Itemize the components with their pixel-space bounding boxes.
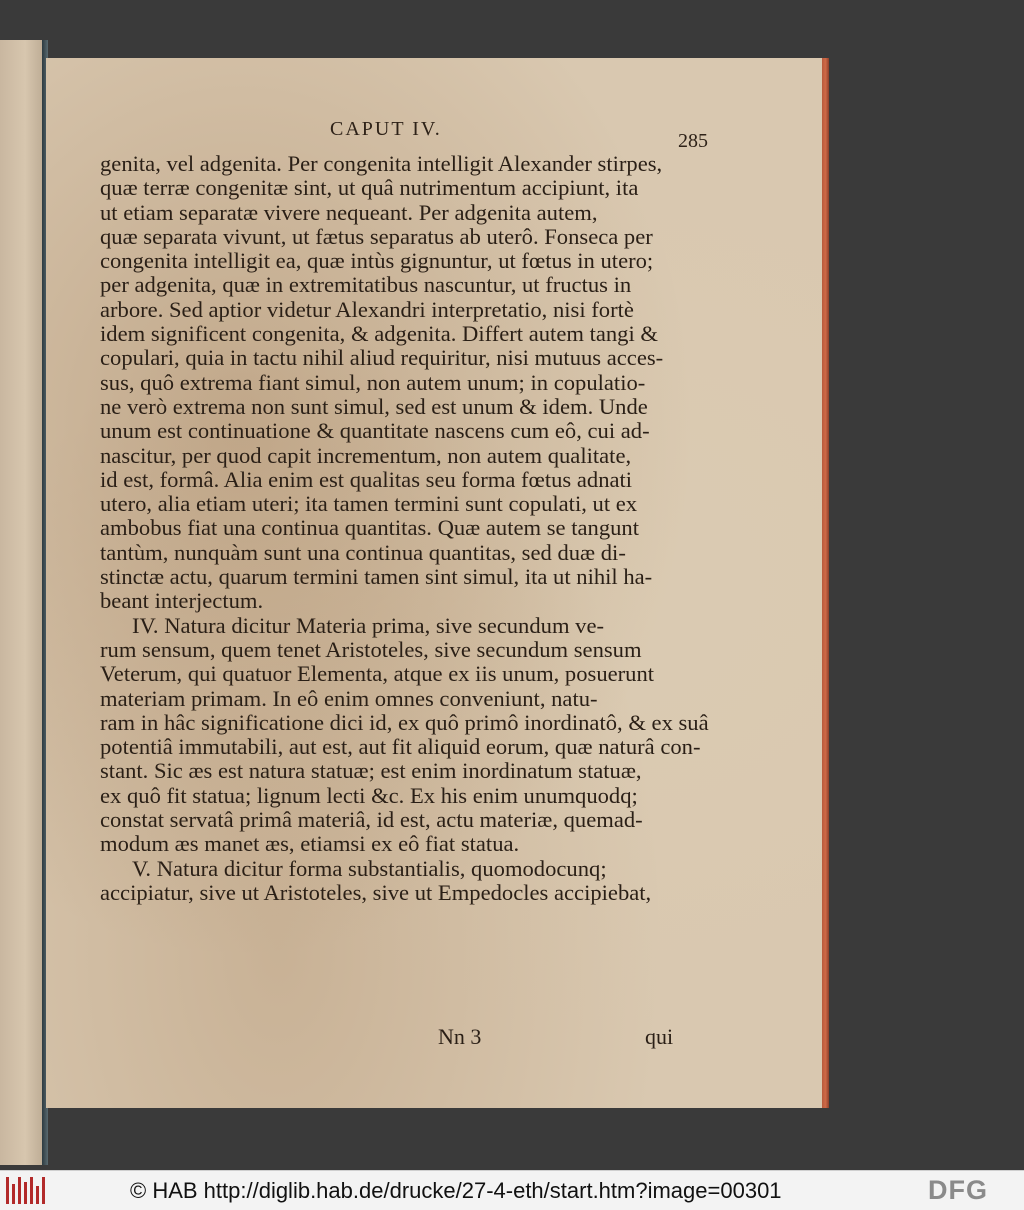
copyright-link[interactable]: © HAB http://diglib.hab.de/drucke/27-4-eth/start.htm?image=00301 [130, 1178, 782, 1203]
text-line: ambobus fiat una continua quantitas. Quæ autem se tangunt [100, 515, 639, 541]
viewer-footer-bar [0, 1170, 1024, 1210]
text-line: stinctæ actu, quarum termini tamen sint simul, ita ut nihil ha- [100, 564, 653, 590]
text-line: quæ terræ congenitæ sint, ut quâ nutrimentum accipiunt, ita [100, 175, 639, 201]
text-line: congenita intelligit ea, quæ intùs gignuntur, ut fœtus in utero; [100, 248, 654, 274]
text-line: idem significent congenita, & adgenita. Differt autem tangi & [100, 321, 658, 347]
text-line: beant interjectum. [100, 588, 264, 614]
text-line: V. Natura dicitur forma substantialis, quomodocunq; [132, 855, 607, 881]
text-line: ram in hâc significatione dici id, ex quô primô inordinatô, & ex suâ [100, 709, 709, 735]
text-line: sus, quô extrema fiant simul, non autem unum; in copulatio- [100, 369, 646, 395]
page-header [330, 118, 708, 152]
text-line: per adgenita, quæ in extremitatibus nascuntur, ut fructus in [100, 272, 632, 298]
text-line: stant. Sic æs est natura statuæ; est enim inordinatum statuæ, [100, 758, 642, 784]
text-line: IV. Natura dicitur Materia prima, sive secundum ve- [132, 612, 605, 638]
text-line: rum sensum, quem tenet Aristoteles, sive secundum sensum [100, 636, 642, 662]
text-line: copulari, quia in tactu nihil aliud requiritur, nisi mutuus acces- [100, 345, 664, 371]
text-line: utero, alia etiam uteri; ita tamen termini sunt copulati, ut ex [100, 491, 638, 517]
hab-barcode-icon[interactable] [6, 1177, 50, 1204]
text-line: genita, vel adgenita. Per congenita intelligit Alexander stirpes, [100, 151, 663, 176]
text-line: id est, formâ. Alia enim est qualitas seu forma fœtus adnati [100, 466, 633, 492]
page-red-edge [822, 58, 829, 1108]
body-text [100, 151, 709, 905]
text-line: materiam primam. In eô enim omnes conveniunt, natu- [100, 685, 598, 711]
text-line: constat servatâ primâ materiâ, id est, actu materiæ, quemad- [100, 807, 643, 833]
text-line: ut etiam separatæ vivere nequeant. Per adgenita autem, [100, 199, 598, 225]
signature-mark: Nn 3 [438, 1024, 482, 1049]
previous-page-edge [0, 40, 42, 1165]
text-line: quæ separata vivunt, ut fætus separatus ab uterô. Fonseca per [100, 223, 653, 249]
dfg-logo[interactable]: DFG [928, 1175, 988, 1205]
text-line: accipiatur, sive ut Aristoteles, sive ut Empedocles accipiebat, [100, 879, 652, 905]
text-line: nascitur, per quod capit incrementum, non autem qualitate, [100, 442, 632, 468]
running-head: CAPUT IV. [330, 118, 442, 140]
text-line: ex quô fit statua; lignum lecti &c. Ex his enim unumquodq; [100, 782, 638, 808]
text-line: arbore. Sed aptior videtur Alexandri interpretatio, nisi fortè [100, 296, 634, 322]
text-line: modum æs manet æs, etiamsi ex eô fiat statua. [100, 831, 520, 857]
text-line: potentiâ immutabili, aut est, aut fit aliquid eorum, quæ naturâ con- [100, 734, 701, 760]
text-line: tantùm, nunquàm sunt una continua quantitas, sed duæ di- [100, 539, 626, 565]
text-line: unum est continuatione & quantitate nascens cum eô, cui ad- [100, 418, 650, 444]
page-footer [100, 1024, 700, 1054]
text-line: Veterum, qui quatuor Elementa, atque ex iis unum, posuerunt [100, 661, 655, 687]
page-number: 285 [678, 130, 708, 152]
catchword: qui [645, 1024, 674, 1049]
text-line: ne verò extrema non sunt simul, sed est unum & idem. Unde [100, 393, 648, 419]
